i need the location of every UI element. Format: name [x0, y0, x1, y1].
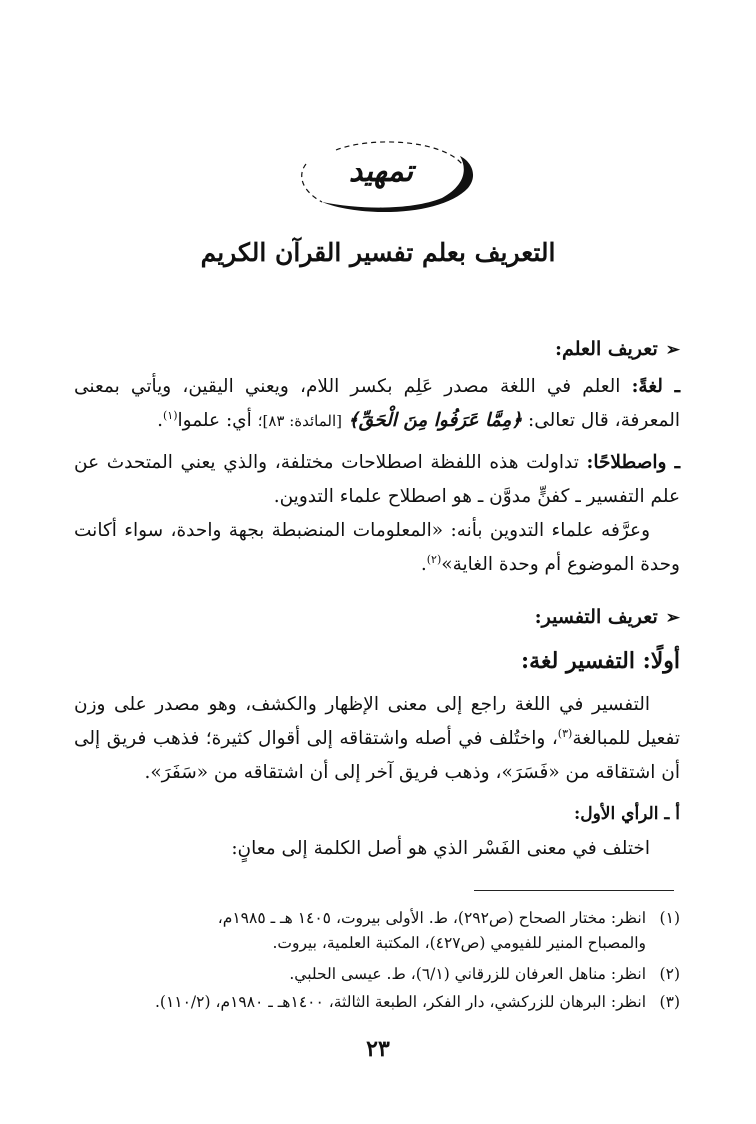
quran-verse: ﴿مِمَّا عَرَفُوا مِنَ الْحَقِّ﴾ [347, 410, 523, 431]
footnote-number: (٣) [659, 993, 680, 1011]
emblem-word: تمهيد [348, 154, 414, 189]
heading-first-linguistic: أولًا: التفسير لغة: [521, 648, 680, 674]
heading-tafsir-definition [535, 606, 680, 628]
footnote-divider [474, 890, 674, 891]
footnote-marker-1[interactable]: (١) [163, 408, 178, 422]
footnote-text: انظر: البرهان للزركشي، دار الفكر، الطبعة الثالثة، ١٤٠٠هـ ـ ١٩٨٠م، (١١٠/٢). [154, 993, 646, 1011]
paragraph-opinion [74, 832, 680, 866]
footnote-marker-3[interactable]: (٣) [557, 726, 573, 740]
arrow-bullet-icon: ➢ [665, 608, 680, 628]
footnote-number: (١) [659, 909, 680, 927]
footnote-continuation: والمصباح المنير للفيومي (ص٤٢٧)، المكتبة العلمية، بيروت. [272, 934, 646, 952]
heading-text: تعريف العلم: [555, 338, 658, 360]
lugha-text: العلم في اللغة مصدر عَلِم بكسر اللام، ويعني اليقين، ويأتي بمعنى المعرفة، قال تعالى: [74, 376, 680, 431]
verse-reference: [المائدة: ٨٣]؛ [257, 412, 343, 430]
tafsir-text-a: التفسير في اللغة راجع إلى معنى الإظهار والكشف، وهو مصدر على وزن تفعيل للمبالغة [74, 694, 680, 749]
tadwin-end: . [420, 554, 427, 575]
footnote-1 [74, 906, 680, 956]
opinion-text: اختلف في معنى الفَسْر الذي هو أصل الكلمة إلى معانٍ: [231, 838, 650, 859]
footnote-2 [74, 962, 680, 987]
heading-first-opinion: أ ـ الرأي الأول: [573, 804, 680, 824]
chapter-emblem [292, 140, 478, 220]
tafsir-text-b: ، واختُلف في أصله واشتقاقه إلى أقوال كثيرة؛ فذهب فريق إلى أن اشتقاقه من «فَسَرَ»، وذهب فريق آخر إلى أن اشتقاقه من «سَفَرَ». [74, 728, 680, 783]
paragraph-tafsir-lugha [74, 688, 680, 790]
lugha-text-end: أي: علموا [177, 410, 252, 431]
heading-knowledge-definition [555, 338, 680, 360]
chapter-title: التعريف بعلم تفسير القرآن الكريم [200, 238, 556, 267]
paragraph-tadwin [74, 514, 680, 582]
term-lugha: ـ لغةً: [631, 376, 681, 397]
heading-text: تعريف التفسير: [534, 606, 658, 628]
footnote-number: (٢) [659, 965, 680, 983]
footnote-text: انظر: مختار الصحاح (ص٢٩٢)، ط. الأولى بيروت، ١٤٠٥ هـ ـ ١٩٨٥م، [217, 909, 646, 927]
istilah-text: تداولت هذه اللفظة اصطلاحات مختلفة، والذي يعني المتحدث عن علم التفسير ـ كفنٍّ مدوَّن ـ هو اصطلاح علماء التدوين. [74, 452, 680, 507]
footnote-text: انظر: مناهل العرفان للزرقاني (٦/١)، ط. عيسى الحلبي. [289, 965, 646, 983]
footnote-marker-2[interactable]: (٢) [426, 552, 442, 566]
tadwin-text: وعرَّفه علماء التدوين بأنه: «المعلومات المنضبطة بجهة واحدة، سواء أكانت وحدة الموضوع أم وحدة الغاية» [74, 520, 680, 575]
paragraph-technical [74, 446, 680, 514]
page-number: ٢٣ [366, 1036, 390, 1062]
term-istilah: ـ واصطلاحًا: [586, 452, 681, 473]
footnote-3 [74, 990, 680, 1015]
arrow-bullet-icon: ➢ [665, 340, 680, 360]
paragraph-linguistic: ـ لغةً: العلم في اللغة مصدر عَلِم بكسر اللام، ويعني اليقين، ويأتي بمعنى المعرفة، قال تعالى: ﴿مِمَّا عَرَفُوا مِنَ الْحَقِّ﴾ [المائدة: ٨٣]؛ أي: علموا$^{(١)}$. [74, 376, 681, 431]
